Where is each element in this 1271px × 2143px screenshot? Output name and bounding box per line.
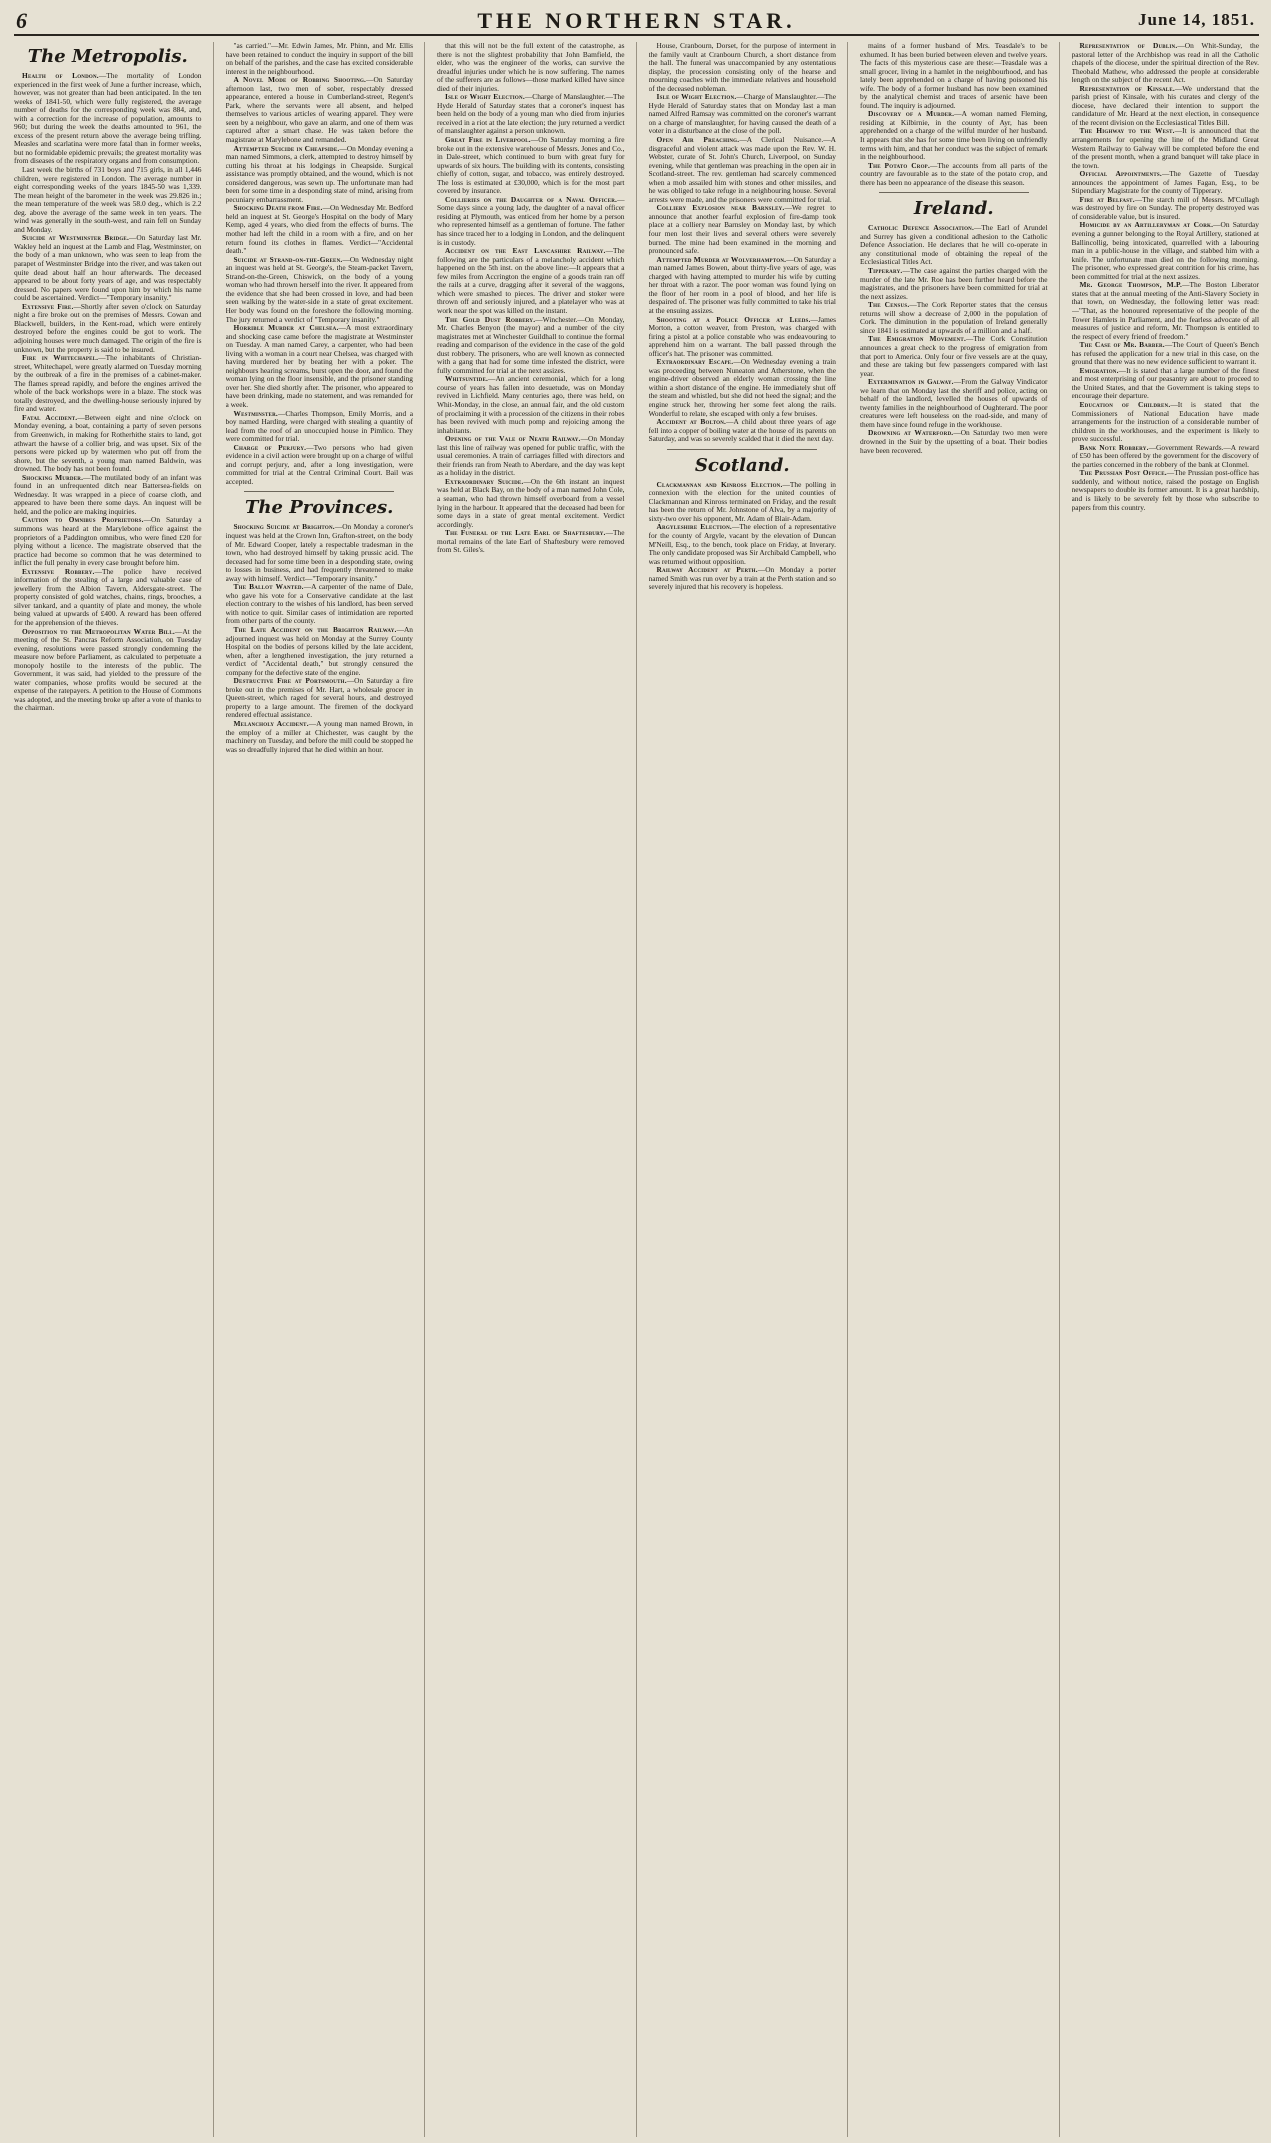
article-text: —On Wednesday night an inquest was held at St. George's, the Steam-packet Tavern, Strand-on-the-Green, Chiswick, on the body of a young woman who had thrown herself into the river. It appeared from the evidence that she had been crossed in love, and had been seen walking by the water-side in a state of great excitement. Her body was found on the foreshore the following morning. The jury returned a verdict of "Temporary insanity."	[225, 254, 413, 324]
article-paragraph	[1072, 170, 1260, 196]
article-heading: The Census.	[868, 300, 910, 310]
article-paragraph	[437, 529, 625, 555]
article-text: —A most extraordinary and shocking case came before the magistrate at Westminster on Tuesday. A man named Carey, a carpenter, who had been living with a woman in a court near Chelsea, was charged with having murdered her by beating her with a poker. The neighbours hearing screams, burst open the door, and found the woman lying on the floor insensible, and the prisoner standing over her. She died shortly after. The prisoner, who appeared to have been drinking, made no statement, and was remanded for a week.	[225, 323, 414, 409]
article-paragraph	[14, 354, 202, 414]
article-text: —On Saturday evening a gunner belonging to the Royal Artillery, stationed at Ballincollig, being intoxicated, quarrelled with a labouring man in a public-house in the village, and stabbed him with a knife. The unfortunate man died on the following morning. The prisoner, who expressed great contrition for his crime, has been committed for trial at the next assizes.	[1071, 220, 1259, 281]
article-heading: Representation of Kinsale.	[1079, 83, 1175, 93]
article-heading: Isle of Wight Election.	[656, 92, 737, 102]
article-heading: Great Fire in Liverpool.	[445, 135, 531, 145]
article-heading: Mr. George Thompson, M.P.	[1079, 280, 1183, 290]
article-heading: Bank Note Robbery.	[1079, 442, 1149, 452]
article-heading: Extensive Fire.	[22, 301, 74, 311]
article-paragraph	[437, 247, 625, 315]
article-heading: Caution to Omnibus Proprietors.	[22, 515, 144, 525]
article-text: —The mutilated body of an infant was found in an unfrequented ditch near Battersea-fields on Wednesday. It was wrapped in a piece of coarse cloth, and appeared to have been there some days. An inquest will be held, and the police are making inquiries.	[14, 472, 202, 516]
article-paragraph	[437, 375, 625, 435]
article-heading: Westminster.	[233, 408, 278, 418]
article-paragraph	[14, 72, 202, 166]
article-text: —Charles Thompson, Emily Morris, and a boy named Harding, were charged with stealing a quantity of lead from the roof of an unoccupied house in Pimlico. They were committed for trial.	[225, 408, 413, 444]
article-heading: Open Air Preaching.	[656, 135, 740, 145]
article-text: —Winchester.—On Monday, Mr. Charles Benyon (the mayor) and a number of the city magistrates met at Winchester Guildhall to continue the formal reading and comparison of the evidence in the case of the gold dust robbery. The prisoners, who are well known as connected with a gang that had for some time infested the district, were fully committed for trial at the next assizes.	[437, 314, 625, 375]
article-paragraph	[226, 42, 414, 76]
article-text: mains of a former husband of Mrs. Teasdale's to be exhumed. It has been buried between eleven and twelve years. The facts of this mysterious case are these:—Teasdale was a small grocer, living in a hamlet in the neighbourhood, and has lately been apprehended on a charge of having poisoned his wife. The body of a former husband has now been examined by the analytical chemist and traces of arsenic have been found. The inquiry is adjourned.	[860, 42, 1048, 110]
article-paragraph	[14, 628, 202, 713]
article-text: —The police have received information of the stealing of a large and valuable case of jewellery from the Albion Tavern, Aldersgate-street. The property consisted of gold watches, chains, rings, brooches, a silver tankard, and a quantity of plate and money, the whole being valued at upwards of £400. A reward has been offered for the apprehension of the thieves.	[14, 566, 202, 627]
article-heading: Attempted Suicide in Cheapside.	[233, 143, 340, 153]
article-paragraph	[437, 316, 625, 376]
article-heading: The Highway to the West.	[1079, 126, 1175, 136]
article-paragraph	[860, 335, 1048, 378]
column-5	[860, 42, 1060, 2137]
article-text: —On Saturday a man named James Bowen, about thirty-five years of age, was charged with having attempted to murder his wife by cutting her throat with a razor. The poor woman was found lying on the floor of her room in a pool of blood, and her life is despaired of. The prisoner was fully committed to take his trial at the ensuing assizes.	[648, 254, 836, 315]
article-text: —On Monday evening a man named Simmons, a clerk, attempted to destroy himself by cutting his throat at his lodgings in Cheapside. Surgical assistance was promptly obtained, and the wound, which is not considered dangerous, was sewn up. The unfortunate man had been for some time in a desponding state of mind, arising from pecuniary embarrassment.	[225, 143, 413, 204]
article-heading: Melancholy Accident.	[233, 719, 309, 729]
article-paragraph	[860, 429, 1048, 455]
article-text: —A Clerical Nuisance.—A disgraceful and violent attack was made upon the Rev. W. H. Webster, curate of St. John's Church, Liverpool, on Sunday evening, while that gentleman was preaching in the open air in Scotland-street. The rev. gentleman had scarcely commenced when a mob assailed him with stones and other missiles, and he was obliged to take refuge in a neighbouring house. Several arrests were made, and the prisoners were committed for trial.	[648, 135, 836, 204]
article-heading: Colliery Explosion near Barnsley.	[656, 203, 785, 213]
article-heading: The Late Accident on the Brighton Railway.	[233, 625, 397, 634]
article-paragraph	[1072, 196, 1260, 222]
article-text: —The Court of Queen's Bench has refused the application for a new trial in this case, on the ground that there was no new evidence sufficient to warrant it.	[1071, 340, 1259, 367]
section-heading-scotland: Scotland.	[694, 454, 790, 476]
article-heading: Education of Children.	[1079, 399, 1171, 409]
article-paragraph	[860, 267, 1048, 301]
article-text: —On Monday last this line of railway was opened for public traffic, with the usual ceremonies. A train of carriages filled with directors and their friends ran from Neath to Aberdare, and the day was kept as a holiday in the district.	[437, 434, 625, 478]
article-paragraph	[1072, 281, 1260, 341]
article-text: —Between eight and nine o'clock on Monday evening, a boat, containing a party of seven persons from Greenwich, in making for Rotherhithe stairs to land, got athwart the hawse of a collier brig, and was upset. Six of the persons were picked up by watermen who put off from the shore, but the seventh, a young man named Baldwin, was drowned. The body has not been found.	[14, 412, 202, 474]
issue-date: June 14, 1851.	[1138, 10, 1255, 29]
article-paragraph	[226, 626, 414, 677]
article-heading: Shocking Suicide at Brighton.	[233, 522, 335, 532]
column-3	[437, 42, 637, 2137]
column-6	[1072, 42, 1260, 2137]
article-heading: Horrible Murder at Chelsea.	[233, 323, 339, 333]
article-paragraph	[14, 303, 202, 354]
article-paragraph	[226, 256, 414, 324]
article-text: —The election of a representative for the county of Argyle, vacant by the elevation of Duncan M'Neill, Esq., to the bench, took place on Friday, at Inverary. The only candidate proposed was Sir Archibald Campbell, who was returned without opposition.	[648, 522, 836, 566]
article-paragraph	[649, 256, 837, 316]
article-paragraph	[226, 444, 414, 487]
article-text: —At the meeting of the St. Pancras Reform Association, on Tuesday evening, resolutions were passed strongly condemning the measure now before Parliament, as calculated to perpetuate a monopoly hostile to the interests of the public. The Government, it was said, had yielded to the pressure of the water companies, whose profits would be secured at the expense of the ratepayers. A petition to the House of Commons was adopted, and the meeting broke up after a vote of thanks to the chairman.	[14, 626, 202, 713]
article-text: —On Saturday afternoon last, two men of sober, respectably dressed appearance, entered a house in Cumberland-street, Regent's Park, where the servants were all absent, and helped themselves to various articles of wearing apparel. They were seen by a neighbour, who gave an alarm, and one of them was captured after a smart chase. He was taken before the magistrate at Marylebone and remanded.	[225, 75, 413, 145]
article-heading: Suicide at Westminster Bridge.	[22, 233, 130, 243]
article-paragraph	[14, 568, 202, 628]
article-heading: Railway Accident at Perth.	[656, 565, 758, 575]
article-paragraph	[437, 478, 625, 529]
masthead	[14, 8, 1259, 36]
article-text: —The mortal remains of the late Earl of Shaftesbury were removed from St. Giles's.	[437, 528, 625, 555]
article-paragraph	[437, 136, 625, 196]
article-text: —A woman named Fleming, residing at Kilbirnie, in the county of Ayr, has been apprehended on a charge of the wilful murder of her husband. It appears that she has for some time been living on unfriendly terms with him, and that her conduct was the subject of remark in the neighbourhood.	[860, 109, 1048, 162]
article-heading: The Case of Mr. Barber.	[1079, 340, 1165, 350]
article-text: —On Saturday a summons was heard at the Marylebone office against the proprietors of a Paddington omnibus, who were fined £20 for plying without a licence. The magistrate observed that the practice had become so common that he was determined to inflict the full penalty in every case brought before him.	[14, 515, 202, 568]
article-paragraph	[437, 93, 625, 136]
article-paragraph	[1072, 367, 1260, 401]
article-text: —The Cork Reporter states that the census returns will show a decrease of 2,000 in the population of Cork. The diminution in the population of Ireland generally since 1841 is estimated at upwards of a million and a half.	[860, 300, 1048, 335]
article-paragraph	[860, 42, 1048, 110]
article-heading: Accident on the East Lancashire Railway.	[445, 246, 606, 256]
article-heading: Extraordinary Escape.	[656, 357, 734, 367]
article-text: —The case against the parties charged with the murder of the late Mr. Roe has been further heard before the magistrates, and the prisoners have been committed for trial at the next assizes.	[860, 266, 1048, 301]
article-heading: Homicide by an Artilleryman at Cork.	[1079, 220, 1214, 230]
article-paragraph	[649, 42, 837, 93]
article-text: "as carried."—Mr. Edwin James, Mr. Phinn, and Mr. Ellis have been retained to conduct the inquiry in support of the bill on behalf of the parishes, and the case has excited considerable interest in the neighbourhood.	[225, 42, 413, 76]
article-heading: The Funeral of the Late Earl of Shaftesbury.	[445, 528, 606, 538]
article-text: that this will not be the full extent of the catastrophe, as there is not the slightest probability that John Bamfield, the elder, who was the engineer of the works, can survive the dreadful injuries under which he is now suffering. The names of the sufferers are as follows—those marked killed have since died of their injuries.	[437, 42, 625, 93]
article-heading: The Emigration Movement.	[868, 334, 966, 344]
article-heading: Whitsuntide.	[445, 374, 489, 384]
column-4	[649, 42, 849, 2137]
article-text: —James Morton, a cotton weaver, from Preston, was charged with firing a pistol at a police constable who was endeavouring to apprehend him on a warrant. The ball passed through the officer's hat. The prisoner was committed.	[648, 314, 836, 358]
article-text: Last week the births of 731 boys and 715 girls, in all 1,446 children, were registered in London. The average number in eight corresponding weeks of the years 1845-50 was 1,339. The mean height of the barometer in the week was 29.826 in.; the mean temperature of the week was 58.0 deg., which is 2.2 deg. above the average of the same week in ten years. The wind was generally in the south-west, and rain fell on Sunday and Monday.	[14, 165, 202, 234]
article-paragraph	[1072, 42, 1260, 85]
article-heading: Suicide at Strand-on-the-Green.	[233, 254, 343, 264]
article-heading: Isle of Wight Election.	[445, 92, 525, 102]
article-text: —On the 6th instant an inquest was held at Black Bay, on the body of a man named John Cole, a seaman, who had thrown himself overboard from a vessel lying in the harbour. It appeared that the deceased had been for some days in a state of great mental excitement. Verdict accordingly.	[437, 476, 625, 529]
article-text: —On Saturday two men were drowned in the Suir by the upsetting of a boat. Their bodies have been recovered.	[860, 428, 1048, 455]
article-paragraph	[226, 324, 414, 409]
article-text: —The accounts from all parts of the country are favourable as to the state of the potato crop, and there has been no appearance of the disease this season.	[860, 160, 1048, 187]
article-paragraph	[437, 42, 625, 93]
article-paragraph	[226, 204, 414, 255]
article-paragraph	[226, 677, 414, 720]
article-paragraph	[226, 145, 414, 205]
article-paragraph	[649, 358, 837, 418]
article-paragraph	[649, 316, 837, 359]
article-paragraph	[860, 378, 1048, 429]
section-heading-ireland: Ireland.	[913, 198, 994, 220]
column-2	[226, 42, 426, 2137]
article-text: —The Boston Liberator states that at the annual meeting of the Anti-Slavery Society in that town, on Wednesday, the following letter was read:—"That, as the honoured representative of the people of the Tower Hamlets in Parliament, and the fearless advocate of all measures of justice and reform, Mr. Thompson is entitled to the respect of every friend of freedom."	[1071, 280, 1259, 341]
article-text: —The polling in connexion with the election for the united counties of Clackmannan and Kinross terminated on Friday, and the result has been the return of Mr. Johnstone of Alva, by a majority of sixty-two over his opponent, Mr. Adam of Blair-Adam.	[648, 479, 836, 523]
page-number: 6	[16, 8, 28, 33]
article-paragraph	[860, 162, 1048, 188]
article-paragraph	[14, 166, 202, 234]
article-text: —We regret to announce that another fearful explosion of fire-damp took place at a colliery near Barnsley on Monday last, by which four men lost their lives and several others were severely burned. The mine had been examined in the morning and pronounced safe.	[648, 203, 837, 256]
article-text: —On Saturday a fire broke out in the premises of Mr. Hart, a wholesale grocer in Queen-street, which raged for several hours, and destroyed property to a large amount. The firemen of the dockyard rendered effectual assistance.	[225, 676, 413, 720]
article-heading: Opening of the Vale of Neath Railway.	[445, 434, 581, 444]
article-text: —A young man named Brown, in the employ of a miller at Chichester, was caught by the machinery on Tuesday, and before the mill could be stopped he was so dreadfully injured that he died within an hour.	[225, 719, 413, 754]
article-heading: The Ballot Wanted.	[233, 582, 304, 592]
article-paragraph	[649, 136, 837, 204]
article-text: —The Gazette of Tuesday announces the appointment of James Fagan, Esq., to be Stipendiary Magistrate for the county of Tipperary.	[1071, 169, 1259, 196]
article-text: —It is stated that a large number of the finest and most enterprising of our peasantry are about to proceed to the United States, and that the Government is taking steps to encourage their departure.	[1071, 365, 1259, 401]
article-text: —The Cork Constitution announces a great check to the progress of emigration from that port to America. Only four or five vessels are at the quay, and these are taking but few passengers compared with last year.	[860, 334, 1048, 378]
newspaper-title: THE NORTHERN STAR.	[477, 8, 796, 33]
article-heading: Health of London.	[22, 71, 99, 80]
article-heading: Emigration.	[1079, 365, 1119, 375]
article-heading: Extraordinary Suicide.	[445, 476, 524, 486]
article-heading: Argyleshire Election.	[656, 522, 732, 532]
article-paragraph	[1072, 401, 1260, 444]
article-paragraph	[1072, 85, 1260, 128]
article-heading: The Potato Crop.	[868, 160, 930, 170]
article-text: —On Wednesday evening a train was proceeding between Nuneaton and Atherstone, when the engine-driver observed an elderly woman crossing the line within a short distance of the engine. He immediately shut off the steam and whistled, but she did not heed the signal; and the engine struck her, throwing her some feet along the rails. Wonderful to relate, she escaped with only a few bruises.	[648, 357, 837, 418]
article-paragraph	[1072, 469, 1260, 512]
article-heading: Charge of Perjury.	[233, 442, 307, 452]
article-text: —On Whit-Sunday, the pastoral letter of the Archbishop was read in all the Catholic chapels of the diocese, under the spiritual direction of the Rev. Theobald Mathew, who addressed the people at considerable length on the subject of the recent Act.	[1071, 42, 1259, 85]
article-text: —It is announced that the arrangements for opening the line of the Midland Great Western Railway to Galway will be completed before the end of the present month, when a grand banquet will take place in the town.	[1071, 126, 1259, 170]
article-paragraph	[14, 234, 202, 302]
article-text: —The Prussian post-office has suddenly, and without notice, raised the postage on English newspapers to double its former amount. It is a great hardship, and is likely to be severely felt by those who subscribe to papers from this country.	[1071, 468, 1259, 512]
article-heading: Shocking Murder.	[22, 472, 84, 482]
article-paragraph	[1072, 444, 1260, 470]
article-paragraph	[649, 418, 837, 444]
article-heading: Extermination in Galway.	[868, 377, 954, 387]
article-heading: Fire in Whitechapel.	[22, 353, 99, 363]
article-paragraph	[860, 110, 1048, 161]
article-text: —The mortality of London experienced in the first week of June a further increase, which, however, was not greater than had been anticipated. In the ten weeks of 1841-50, which were fully registered, the average number of deaths for the corresponding week was 884, and, with a correction for the increase of population, amounts to 960; but during the week the deaths amounted to 961, the excess of the present return above the average being trifling. Measles and scarlatina were more fatal than in former weeks, but no formidable epidemic prevails; the greatest mortality was from diseases of the respiratory organs and from consumption.	[14, 71, 202, 166]
article-heading: Catholic Defence Association.	[868, 223, 975, 233]
article-text: —It is stated that the Commissioners of National Education have made arrangements for the instruction of a considerable number of children in the workhouses, and the experiment is likely to prove successful.	[1071, 399, 1259, 444]
article-paragraph	[649, 93, 837, 136]
article-heading: Collieries on the Daughter of a Naval Officer.	[445, 194, 618, 204]
article-paragraph	[649, 481, 837, 524]
article-paragraph	[226, 720, 414, 754]
article-text: —The Earl of Arundel and Surrey has given a conditional adhesion to the Catholic Defence Association. He declares that he will co-operate in any constitutional mode of obtaining the repeal of the Ecclesiastical Titles Act.	[860, 223, 1048, 267]
article-text: —A child about three years of age fell into a copper of boiling water at the house of its parents on Saturday, and was so severely scalded that it died the next day.	[648, 417, 836, 444]
article-paragraph	[860, 301, 1048, 335]
article-heading: Discovery of a Murder.	[868, 109, 955, 119]
article-paragraph	[226, 76, 414, 144]
article-paragraph	[860, 224, 1048, 267]
article-heading: Shooting at a Police Officer at Leeds.	[656, 314, 811, 324]
article-heading: Fire at Belfast.	[1079, 194, 1135, 204]
article-text: House, Cranbourn, Dorset, for the purpose of interment in the family vault at Cranbourn Church, a short distance from the hall. The funeral was unaccompanied by any ostentatious display, the procession consisting only of the hearse and mourning coaches with the immediate relatives and household of the deceased nobleman.	[648, 42, 836, 93]
article-heading: The Gold Dust Robbery.	[445, 314, 536, 324]
article-paragraph	[226, 410, 414, 444]
article-text: —The following are the particulars of a melancholy accident which happened on the 5th inst. on the above line:—It appears that a few miles from Accrington the engine of a goods train ran off the rails at a curve, dragging after it several of the waggons, which were smashed to pieces. The driver and stoker were thrown off and seriously injured, and a platelayer who was at work near the spot was killed on the instant.	[437, 246, 625, 315]
article-text: —Two persons who had given evidence in a civil action were brought up on a charge of wilful and corrupt perjury, and, after a long investigation, were committed for trial at the Central Criminal Court. Bail was accepted.	[225, 442, 413, 486]
article-paragraph	[14, 474, 202, 517]
article-text: —Shortly after seven o'clock on Saturday night a fire broke out on the premises of Messrs. Cowan and Blackwell, builders, in the Kent-road, which were entirely destroyed before the engines could be got to work. The adjoining houses were much damaged. The origin of the fire is unknown, but the property is said to be insured.	[14, 301, 202, 354]
article-paragraph	[437, 435, 625, 478]
divider	[879, 192, 1029, 193]
article-heading: Extensive Robbery.	[22, 566, 95, 576]
article-paragraph	[226, 583, 414, 626]
article-text: —An adjourned inquest was held on Monday at the Surrey County Hospital on the bodies of persons killed by the late accident, when, after a lengthened investigation, the jury returned a verdict of "Accidental death," but strongly censured the company for the defective state of the engine.	[225, 625, 413, 677]
article-heading: Accident at Bolton.	[656, 417, 727, 427]
article-text: —On Wednesday Mr. Bedford held an inquest at St. George's Hospital on the body of Mary Kemp, aged 4 years, who died from the effects of burns. The mother had left the child in a room with a fire, and on her return found its clothes in flames. Verdict—"Accidental death."	[225, 203, 414, 256]
article-paragraph	[649, 566, 837, 592]
article-heading: Tipperary.	[868, 266, 903, 276]
article-text: —An ancient ceremonial, which for a long course of years has fallen into desuetude, was on Monday revived in Lichfield. Many centuries ago, there was held, on Whit-Monday, in the close, an annual fair, and the old custom of proclaiming it with a procession of the citizens in their robes has been revived with much pomp and rejoicing among the inhabitants.	[437, 374, 625, 435]
article-heading: Clackmannan and Kinross Election.	[656, 479, 783, 489]
article-paragraph	[649, 523, 837, 566]
article-heading: Destructive Fire at Portsmouth.	[233, 676, 347, 686]
section-heading-provinces: The Provinces.	[245, 497, 394, 519]
article-paragraph	[1072, 127, 1260, 170]
column-1	[14, 42, 214, 2137]
article-paragraph	[649, 204, 837, 255]
article-paragraph	[1072, 341, 1260, 367]
article-heading: The Prussian Post Office.	[1079, 468, 1167, 478]
article-paragraph	[14, 516, 202, 567]
article-heading: Official Appointments.	[1079, 169, 1162, 179]
article-heading: A Novel Mode of Robbing Shooting.	[233, 75, 367, 85]
article-text: —The starch mill of Messrs. M'Cullagh was destroyed by fire on Sunday. The property destroyed was of considerable value, but is insured.	[1071, 194, 1259, 221]
article-paragraph	[1072, 221, 1260, 281]
article-paragraph	[14, 414, 202, 474]
article-text: —On Saturday last Mr. Wakley held an inquest at the Lamb and Flag, Westminster, on the body of a man unknown, who was seen to leap from the parapet of Westminster Bridge into the river, and was taken out quite dead about half an hour afterwards. The deceased appeared to be about forty years of age, and was respectably dressed. No papers were found upon him by which his name could be ascertained. Verdict—"Temporary insanity."	[14, 233, 202, 303]
article-text: —On Monday a coroner's inquest was held at the Crown Inn, Grafton-street, on the body of Mr. Edward Cooper, lately a respectable tradesman in the town, who had destroyed himself by taking prussic acid. The deceased had for some time been in a desponding state, owing to losses in business, and had frequently threatened to make away with himself. Verdict—"Temporary insanity."	[225, 522, 413, 583]
article-text: —From the Galway Vindicator we learn that on Monday last the sheriff and police, acting on behalf of the landlord, levelled the houses of upwards of twenty families in the neighbourhood of Oughterard. The poor creatures were left houseless on the road-side, and many of them have since found refuge in the workhouse.	[860, 377, 1048, 429]
divider	[244, 491, 394, 492]
section-heading-metropolis: The Metropolis.	[27, 46, 188, 67]
columns	[14, 42, 1259, 2137]
article-text: —On Saturday morning a fire broke out in the extensive warehouse of Messrs. Jones and Co., in Dale-street, which continued to burn with great fury for upwards of six hours. The building with its contents, consisting chiefly of cotton, sugar, and tobacco, was entirely destroyed. The loss is estimated at £30,000, which is for the most part covered by insurance.	[437, 135, 625, 196]
article-heading: Shocking Death from Fire.	[233, 203, 323, 213]
article-text: —Government Rewards.—A reward of £50 has been offered by the government for the discovery of the parties concerned in the robbery of the bank at Clonmel.	[1071, 442, 1259, 469]
article-paragraph	[226, 523, 414, 583]
article-text: —Charge of Manslaughter.—The Hyde Herald of Saturday states that on Monday last a man named Alfred Ramsay was committed on the coroner's warrant on a charge of manslaughter, for having caused the death of a voter in a disturbance at the close of the poll.	[648, 92, 836, 136]
article-heading: Opposition to the Metropolitan Water Bill.	[22, 626, 175, 636]
article-heading: Drowning at Waterford.	[868, 428, 954, 438]
article-paragraph	[437, 196, 625, 247]
article-text: —The inhabitants of Christian-street, Whitechapel, were greatly alarmed on Tuesday morning by the outbreak of a fire in the premises of a cabinet-maker. The flames spread rapidly, and before the engines arrived the whole of the back workshops were in a blaze. The stock was totally destroyed, and the dwelling-house seriously injured by fire and water.	[14, 353, 202, 414]
divider	[667, 449, 817, 450]
article-text: —On Monday a porter named Smith was run over by a train at the Perth station and so severely injured that his recovery is hopeless.	[648, 565, 837, 592]
article-text: —Charge of Manslaughter.—The Hyde Herald of Saturday states that a coroner's inquest has been held on the body of a young man who died from injuries received in a riot at the late election; the jury returned a verdict of manslaughter against a person unknown.	[437, 92, 625, 136]
article-text: —We understand that the parish priest of Kinsale, with his curates and clergy of the diocese, have declared their intention to support the candidature of Mr. Heard at the next election, in consequence of the recent division on the Ecclesiastical Titles Bill.	[1071, 83, 1259, 127]
article-heading: Fatal Accident.	[22, 412, 78, 422]
article-heading: Attempted Murder at Wolverhampton.	[656, 254, 787, 264]
article-text: —Some days since a young lady, the daughter of a naval officer residing at Plymouth, was enticed from her home by a person who represented himself as a gentleman of fortune. The father has since traced her to a lodging in London, and the delinquent is in custody.	[437, 194, 625, 247]
article-heading: Representation of Dublin.	[1079, 42, 1178, 50]
article-text: —A carpenter of the name of Dale, who gave his vote for a Conservative candidate at the last election contrary to the wishes of his landlord, has been served with notice to quit. Similar cases of intimidation are reported from other parts of the county.	[225, 582, 413, 626]
